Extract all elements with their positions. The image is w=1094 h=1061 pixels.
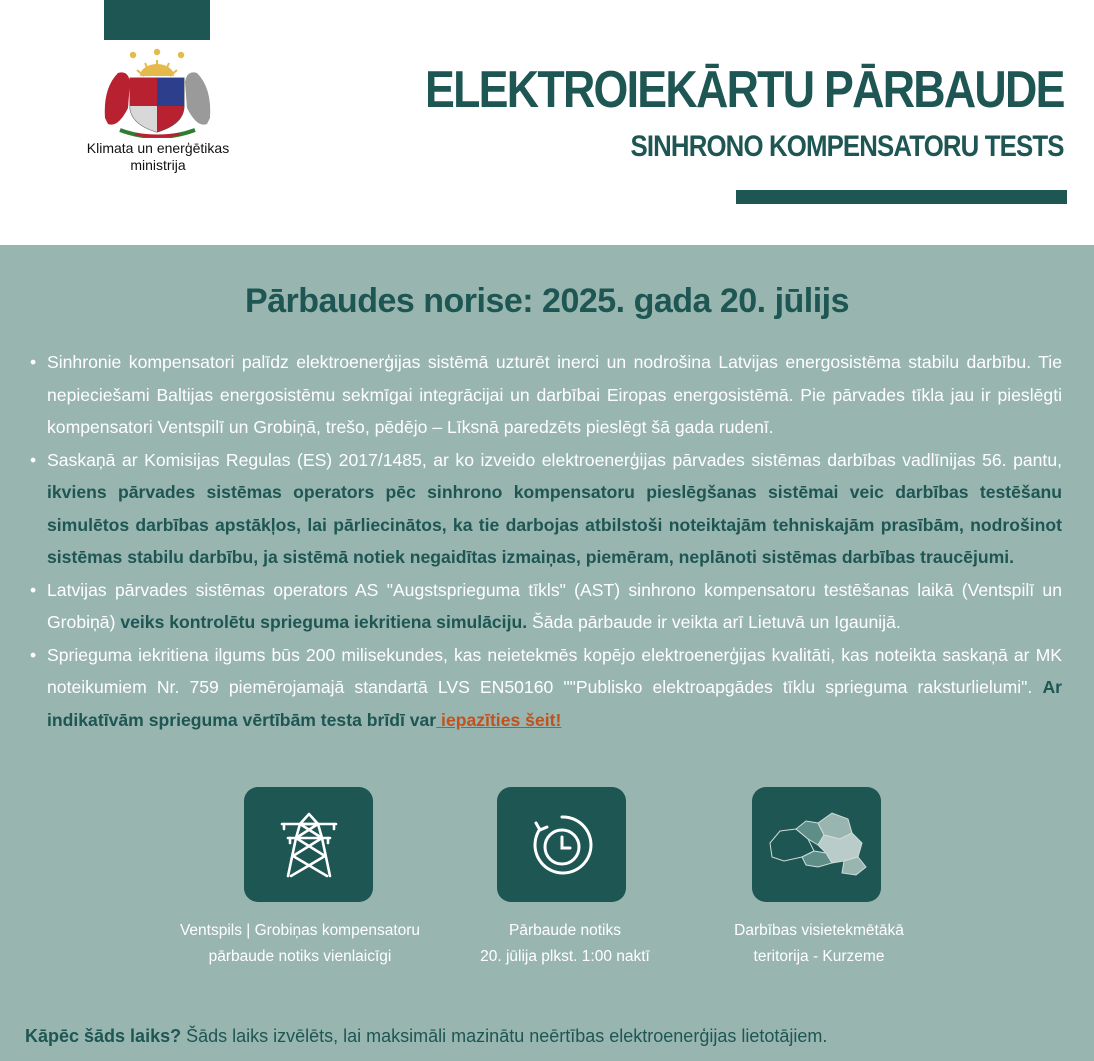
- voltage-values-link[interactable]: iepazīties šeit!: [436, 709, 562, 730]
- footer-note: [25, 1026, 827, 1047]
- page-subtitle: SINHRONO KOMPENSATORU TESTS: [630, 130, 1064, 163]
- feature-label: Ventspils | Grobiņas kompensatoru pārbaude notiks vienlaicīgi: [179, 922, 421, 965]
- feature-label: Darbības visietekmētākā teritorija - Kurzeme: [734, 922, 904, 965]
- bullet-item: • Latvijas pārvades sistēmas operators AS "Augstsprieguma tīkls" (AST) sinhrono kompensatoru testēšanas laikā (Ventspilī un Grobiņā) veiks kontrolētu sprieguma iekritiena simulāciju. Šāda pārbaude ir veikta arī Lietuvā un Igaunijā.: [30, 574, 1062, 639]
- bullet-item: • Sinhronie kompensatori palīdz elektroenerģijas sistēmā uzturēt inerci un nodrošina Latvijas energosistēma stabilu darbību. Tie nepieciešami Baltijas energosistēmu sekmīgai integrācijai un darbībai Eiropas energosistēmā. Pie pārvades tīkla jau ir pieslēgti kompensatori Ventspilī un Grobiņā, trešo, pēdējo – Līksnā paredzēts pieslēgt šā gada rudenī.: [30, 346, 1062, 444]
- page-header: [0, 0, 1094, 245]
- coat-of-arms-logo: [100, 48, 215, 138]
- bullet-emphasis: ikviens pārvades sistēmas operators pēc sinhrono kompensatoru pieslēgšanas sistēmai veic darbības testēšanu simulētos darbības apstākļos, lai pārliecinātos, ka tie darbojas atbilstoši noteiktajām tehniskajām prasībām, nodrošinot sistēmas stabilu darbību, ja sistēmā notiek negaidītas izmaiņas, piemēram, neplānoti sistēmas darbības traucējumi.: [47, 482, 1062, 567]
- pylon-icon-tile: [244, 787, 373, 902]
- title-underline-bar: [736, 190, 1067, 204]
- bullet-item: • Saskaņā ar Komisijas Regulas (ES) 2017/1485, ar ko izveido elektroenerģijas pārvades sistēmas darbības vadlīnijas 56. pantu, ikviens pārvades sistēmas operators pēc sinhrono kompensatoru pieslēgšanas sistēmai veic darbības testēšanu simulētos darbības apstākļos, lai pārliecinātos, ka tie darbojas atbilstoši noteiktajām tehniskajām prasībām, nodrošinot sistēmas stabilu darbību, ja sistēmā notiek negaidītas izmaiņas, piemēram, neplānoti sistēmas darbības traucējumi.: [30, 444, 1062, 574]
- footer-question: Kāpēc šāds laiks?: [25, 1026, 182, 1046]
- bullet-emphasis: Ar indikatīvām sprieguma vērtībām testa brīdī var: [47, 677, 1062, 730]
- feature-label: Pārbaude notiks 20. jūlija plkst. 1:00 naktī: [480, 922, 650, 965]
- ministry-name: Klimata un enerģētikas ministrija: [86, 140, 230, 173]
- bullet-emphasis: veiks kontrolētu sprieguma iekritiena simulāciju.: [120, 612, 528, 632]
- stopwatch-icon: [526, 809, 598, 881]
- info-bullet-list: [30, 346, 1062, 736]
- bullet-item: • Sprieguma iekritiena ilgums būs 200 milisekundes, kas neietekmēs kopējo elektroenerģijas kvalitāti, kas noteikta saskaņā ar MK noteikumiem Nr. 759 piemērojamajā standartā LVS EN50160 ""Publisko elektroapgādes tīklu sprieguma raksturlielumi". Ar indikatīvām sprieguma vērtībām testa brīdī var iepazīties šeit!: [30, 639, 1062, 737]
- page-title: ELEKTROIEKĀRTU PĀRBAUDE: [425, 61, 1064, 119]
- power-pylon-icon: [274, 810, 344, 880]
- top-accent-bar: [104, 0, 210, 40]
- latvia-map-icon: [762, 809, 872, 881]
- test-date-heading: Pārbaudes norise: 2025. gada 20. jūlijs: [244, 282, 850, 320]
- map-icon-tile: [752, 787, 881, 902]
- stopwatch-icon-tile: [497, 787, 626, 902]
- footer-answer: Šāds laiks izvēlēts, lai maksimāli mazinātu neērtības elektroenerģijas lietotājiem.: [181, 1026, 828, 1046]
